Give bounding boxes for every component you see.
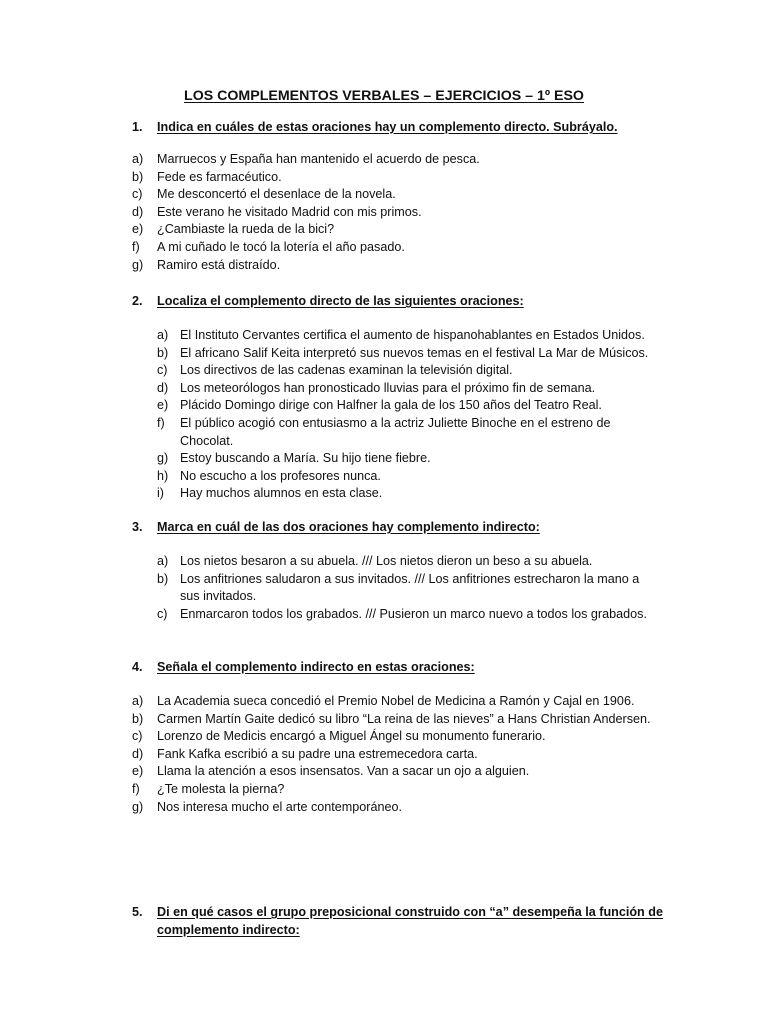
exercise-5 bbox=[0, 903, 768, 939]
item-text: Los nietos besaron a su abuela. /// Los nietos dieron un beso a su abuela. bbox=[180, 554, 593, 568]
list-item bbox=[0, 781, 768, 799]
item-label: f) bbox=[157, 415, 165, 430]
item-text: Plácido Domingo dirige con Halfner la gala de los 150 años del Teatro Real. bbox=[180, 398, 602, 413]
item-label: e) bbox=[157, 398, 169, 413]
item-text: A mi cuñado le tocó la lotería el año pasado. bbox=[157, 239, 405, 254]
exercise-instruction: Localiza el complemento directo de las siguientes oraciones: bbox=[157, 294, 524, 308]
list-item bbox=[0, 204, 768, 222]
item-label: b) bbox=[132, 169, 144, 184]
exercise-number: 5. bbox=[132, 905, 143, 919]
item-text: Fank Kafka escribió a su padre una estremecedora carta. bbox=[157, 746, 478, 761]
item-text: La Academia sueca concedió el Premio Nobel de Medicina a Ramón y Cajal en 1906. bbox=[157, 694, 635, 708]
item-label: d) bbox=[132, 746, 144, 761]
page-title: LOS COMPLEMENTOS VERBALES – EJERCICIOS – 1º ESO bbox=[184, 88, 584, 104]
item-label: g) bbox=[132, 799, 144, 814]
list-item bbox=[0, 606, 768, 624]
item-text: Nos interesa mucho el arte contemporáneo. bbox=[157, 799, 403, 814]
exercise-3 bbox=[0, 518, 768, 623]
list-item bbox=[0, 397, 768, 415]
list-item bbox=[0, 468, 768, 486]
exercise-heading bbox=[0, 118, 768, 136]
list-item bbox=[0, 169, 768, 187]
exercise-2 bbox=[0, 292, 768, 503]
list-item bbox=[0, 221, 768, 239]
list-item bbox=[0, 415, 768, 450]
item-text: Enmarcaron todos los grabados. /// Pusieron un marco nuevo a todos los grabados. bbox=[180, 606, 647, 621]
list-item bbox=[0, 485, 768, 503]
item-text: Lorenzo de Medicis encargó a Miguel Ángel su monumento funerario. bbox=[157, 729, 546, 744]
item-text: Estoy buscando a María. Su hijo tiene fiebre. bbox=[180, 451, 431, 466]
list-item bbox=[0, 711, 768, 729]
list-item bbox=[0, 345, 768, 363]
item-label: f) bbox=[132, 239, 140, 254]
item-text: Los meteorólogos han pronosticado lluvias para el próximo fin de semana. bbox=[180, 380, 596, 395]
list-item bbox=[0, 553, 768, 571]
exercise-number: 1. bbox=[132, 120, 143, 134]
list-item bbox=[0, 362, 768, 380]
item-label: d) bbox=[132, 204, 144, 219]
item-text: Llama la atención a esos insensatos. Van a sacar un ojo a alguien. bbox=[157, 764, 530, 779]
exercise-instruction: Señala el complemento indirecto en estas oraciones: bbox=[157, 660, 475, 674]
exercise-number: 3. bbox=[132, 520, 143, 534]
item-text: El africano Salif Keita interpretó sus nuevos temas en el festival La Mar de Músicos. bbox=[180, 345, 649, 360]
item-text: Los anfitriones saludaron a sus invitados. /// Los anfitriones estrecharon la mano a sus invitados. bbox=[180, 571, 640, 604]
item-label: f) bbox=[132, 781, 140, 796]
list-item bbox=[0, 571, 768, 606]
item-text: ¿Te molesta la pierna? bbox=[157, 781, 285, 796]
list-item bbox=[0, 186, 768, 204]
sentence-list bbox=[0, 151, 768, 274]
list-item bbox=[0, 327, 768, 345]
item-label: c) bbox=[157, 363, 168, 378]
list-item bbox=[0, 763, 768, 781]
list-item bbox=[0, 746, 768, 764]
item-label: c) bbox=[132, 187, 143, 202]
list-item bbox=[0, 239, 768, 257]
list-item bbox=[0, 693, 768, 711]
item-label: c) bbox=[157, 606, 168, 621]
sentence-list bbox=[0, 693, 768, 816]
list-item bbox=[0, 799, 768, 817]
item-text: Ramiro está distraído. bbox=[157, 257, 281, 272]
item-text: Carmen Martín Gaite dedicó su libro “La reina de las nieves” a Hans Christian Andersen. bbox=[157, 711, 651, 726]
item-label: b) bbox=[157, 345, 169, 360]
exercise-heading bbox=[0, 658, 768, 676]
item-text: El Instituto Cervantes certifica el aumento de hispanohablantes en Estados Unidos. bbox=[180, 328, 645, 342]
exercise-instruction: Marca en cuál de las dos oraciones hay complemento indirecto: bbox=[157, 520, 540, 534]
item-text: Me desconcertó el desenlace de la novela. bbox=[157, 187, 396, 202]
item-text: ¿Cambiaste la rueda de la bici? bbox=[157, 222, 335, 237]
exercise-4 bbox=[0, 658, 768, 816]
item-label: h) bbox=[157, 468, 169, 483]
list-item bbox=[0, 380, 768, 398]
item-label: e) bbox=[132, 764, 144, 779]
exercise-1 bbox=[0, 118, 768, 274]
list-item bbox=[0, 151, 768, 169]
list-item bbox=[0, 257, 768, 275]
item-text: Los directivos de las cadenas examinan la televisión digital. bbox=[180, 363, 513, 378]
exercise-heading bbox=[0, 292, 768, 310]
item-label: a) bbox=[132, 694, 144, 708]
item-label: b) bbox=[157, 571, 169, 586]
item-label: a) bbox=[157, 328, 169, 342]
item-label: i) bbox=[157, 486, 164, 501]
sentence-list bbox=[0, 553, 768, 623]
item-text: Marruecos y España han mantenido el acuerdo de pesca. bbox=[157, 152, 480, 166]
item-label: g) bbox=[132, 257, 144, 272]
item-label: d) bbox=[157, 380, 169, 395]
item-label: a) bbox=[157, 554, 169, 568]
item-text: El público acogió con entusiasmo a la actriz Juliette Binoche en el estreno de Chocolat. bbox=[180, 415, 611, 448]
exercise-number: 2. bbox=[132, 294, 143, 308]
exercise-number: 4. bbox=[132, 660, 143, 674]
item-text: Fede es farmacéutico. bbox=[157, 169, 282, 184]
exercise-heading bbox=[0, 518, 768, 536]
exercise-heading bbox=[0, 903, 768, 939]
item-label: g) bbox=[157, 451, 169, 466]
list-item bbox=[0, 450, 768, 468]
exercise-instruction: Di en qué casos el grupo preposicional construido con “a” desempeña la función de complemento indirecto: bbox=[157, 905, 663, 937]
item-label: a) bbox=[132, 152, 144, 166]
item-label: e) bbox=[132, 222, 144, 237]
list-item bbox=[0, 728, 768, 746]
item-text: No escucho a los profesores nunca. bbox=[180, 468, 381, 483]
item-text: Hay muchos alumnos en esta clase. bbox=[180, 486, 383, 501]
item-label: b) bbox=[132, 711, 144, 726]
sentence-list bbox=[0, 327, 768, 503]
exercise-instruction: Indica en cuáles de estas oraciones hay un complemento directo. Subráyalo. bbox=[157, 120, 618, 134]
item-text: Este verano he visitado Madrid con mis primos. bbox=[157, 204, 422, 219]
item-label: c) bbox=[132, 729, 143, 744]
